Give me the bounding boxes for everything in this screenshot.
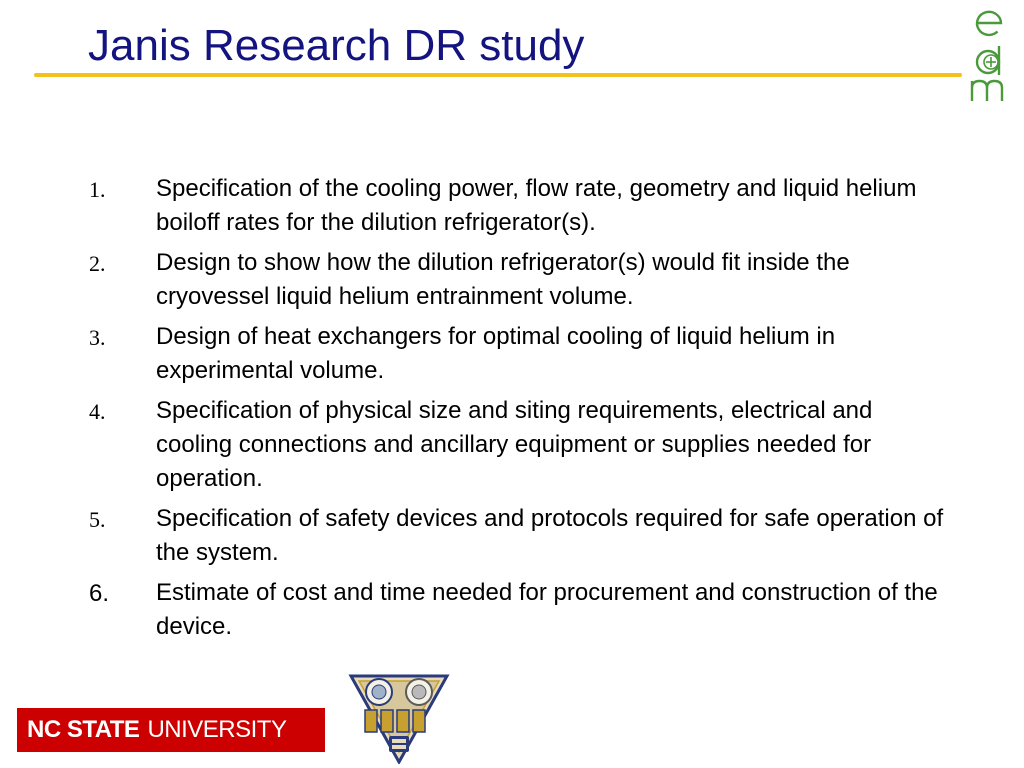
tunl-logo-icon (347, 672, 451, 764)
list-item (0, 502, 1024, 570)
list-item (0, 576, 1024, 644)
edm-logo-icon (966, 4, 1020, 104)
list-item-text: Design to show how the dilution refrigerator(s) would fit inside the cryovessel liquid helium entrainment volume. (156, 249, 850, 310)
list-item-number: 4. (89, 399, 106, 424)
list-item (0, 320, 1024, 388)
list-item-number: 3. (89, 325, 106, 350)
list-item-text: Specification of physical size and siting requirements, electrical and cooling connections and ancillary equipment or supplies needed for operation. (156, 397, 873, 492)
list-item-text: Design of heat exchangers for optimal cooling of liquid helium in experimental volume. (156, 323, 836, 384)
list-item-number: 5. (89, 507, 106, 532)
list-item-number: 2. (89, 251, 106, 276)
title-underline (34, 73, 962, 77)
list-item-text: Estimate of cost and time needed for procurement and construction of the device. (156, 579, 938, 640)
ncsu-logo-light-text: UNIVERSITY (147, 716, 287, 743)
list-item-number: 1. (89, 177, 106, 202)
numbered-list (0, 172, 1024, 650)
ncsu-logo (17, 708, 325, 752)
list-item-number: 6. (89, 580, 110, 607)
list-item (0, 394, 1024, 496)
list-item (0, 172, 1024, 240)
list-item (0, 246, 1024, 314)
list-item-text: Specification of safety devices and protocols required for safe operation of the system. (156, 505, 944, 566)
slide-title: Janis Research DR study (88, 21, 585, 70)
list-item-text: Specification of the cooling power, flow rate, geometry and liquid helium boiloff rates for the dilution refrigerator(s). (156, 175, 917, 236)
ncsu-logo-bold-text: NC STATE (27, 716, 140, 743)
